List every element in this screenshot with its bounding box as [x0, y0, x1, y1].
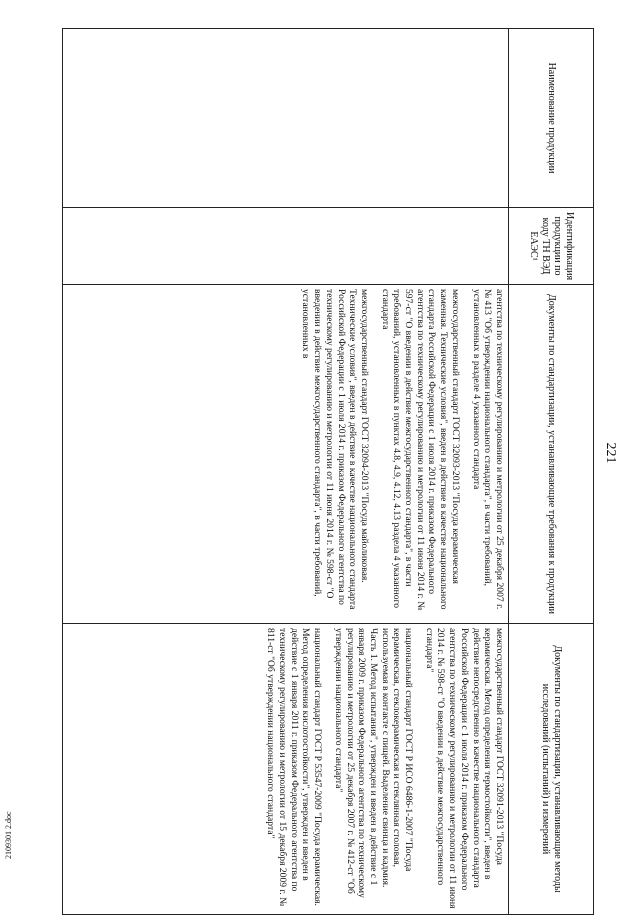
table-row [63, 29, 509, 915]
document-footer-filename: 2109301 2.doc [4, 811, 13, 859]
cell-test-method-standards [63, 624, 509, 915]
header-test-method-standards: Документы по стандартизации, устанавливающие методы исследований (испытаний) и измерений [509, 624, 594, 915]
method-entry: национальный стандарт ГОСТ Р ИСО 6486-1-2007 "Посуда керамическая, стеклокерамическая и стеклянная столовая, используемая в контакте с пищей. Выделение свинца и кадмия. Часть 1. Метод испытания", утвержден и введен в действие с 1 января 2009 г. приказом Федерального агентства по техническому регулированию и метрологии от 25 декабря 2007 г. № 412-ст "Об утверждении национального стандарта" [332, 628, 415, 898]
cell-tn-ved-code [63, 208, 509, 285]
method-entry: межгосударственный стандарт ГОСТ 32091-2013 "Посуда керамическая. Метод определения термостойкости", введен в действие непосредственно в качестве национального стандарта Российской Федерации с 1 июля 2014 г. приказом Федерального агентства по техническому регулированию и метрологии от 11 июня 2014 г. № 598-ст "О введении в действие межгосударственного стандарта" [423, 628, 505, 909]
rotated-page [60, 28, 620, 909]
standard-entry: межгосударственный стандарт ГОСТ 32093-2013 "Посуда керамическая каменная. Технические условия", введен в действие в качестве национального стандарта Российской Федерации с 1 июля 2014 г. приказом Федерального агентства по техническому регулированию и метрологии от 11 июня 2014 г. № 597-ст "О введении в действие межгосударственного стандарта", в части требований, установленных в пунктах 4.8, 4.9, 4.12, 4.13 раздела 4 указанного стандарта [379, 289, 461, 611]
standard-entry: агентства по техническому регулированию и метрологии от 25 декабря 2007 г. № 413 "Об утверждении национального стандарта", в части требований, установленных в разделе 4 указанного стандарта [470, 289, 505, 610]
method-entry: национальный стандарт ГОСТ Р 53547-2009 "Посуда керамическая. Метод определения кислотостойкости", утвержден и введен в действие с 1 января 2011 г. приказом Федерального агентства по техническому регулированию и метрологии от 15 декабря 2009 г. № 811-ст "Об утверждении национального стандарта" [265, 628, 324, 907]
header-tn-ved-code: Идентификация продукции по коду ТН ВЭД ЕАЭС¹ [509, 208, 594, 285]
standards-table [62, 28, 594, 915]
header-requirement-standards: Документы по стандартизации, устанавливающие требования к продукции [509, 285, 594, 624]
page-number: 221 [603, 442, 618, 464]
header-product-name: Наименование продукции [509, 29, 594, 208]
cell-product-name [63, 29, 509, 208]
standard-entry: межгосударственный стандарт ГОСТ 32094-2013 "Посуда майоликовая. Технические условия", введен в действие в качестве национального стандарта Российской Федерации с 1 июля 2014 г. приказом Федерального агентства по техническому регулированию и метрологии от 11 июня 2014 г. № 598-ст "О введении в действие межгосударственного стандарта", в части требований, установленных в [300, 289, 370, 610]
cell-requirement-standards [63, 285, 509, 624]
table-header-row [509, 29, 594, 915]
